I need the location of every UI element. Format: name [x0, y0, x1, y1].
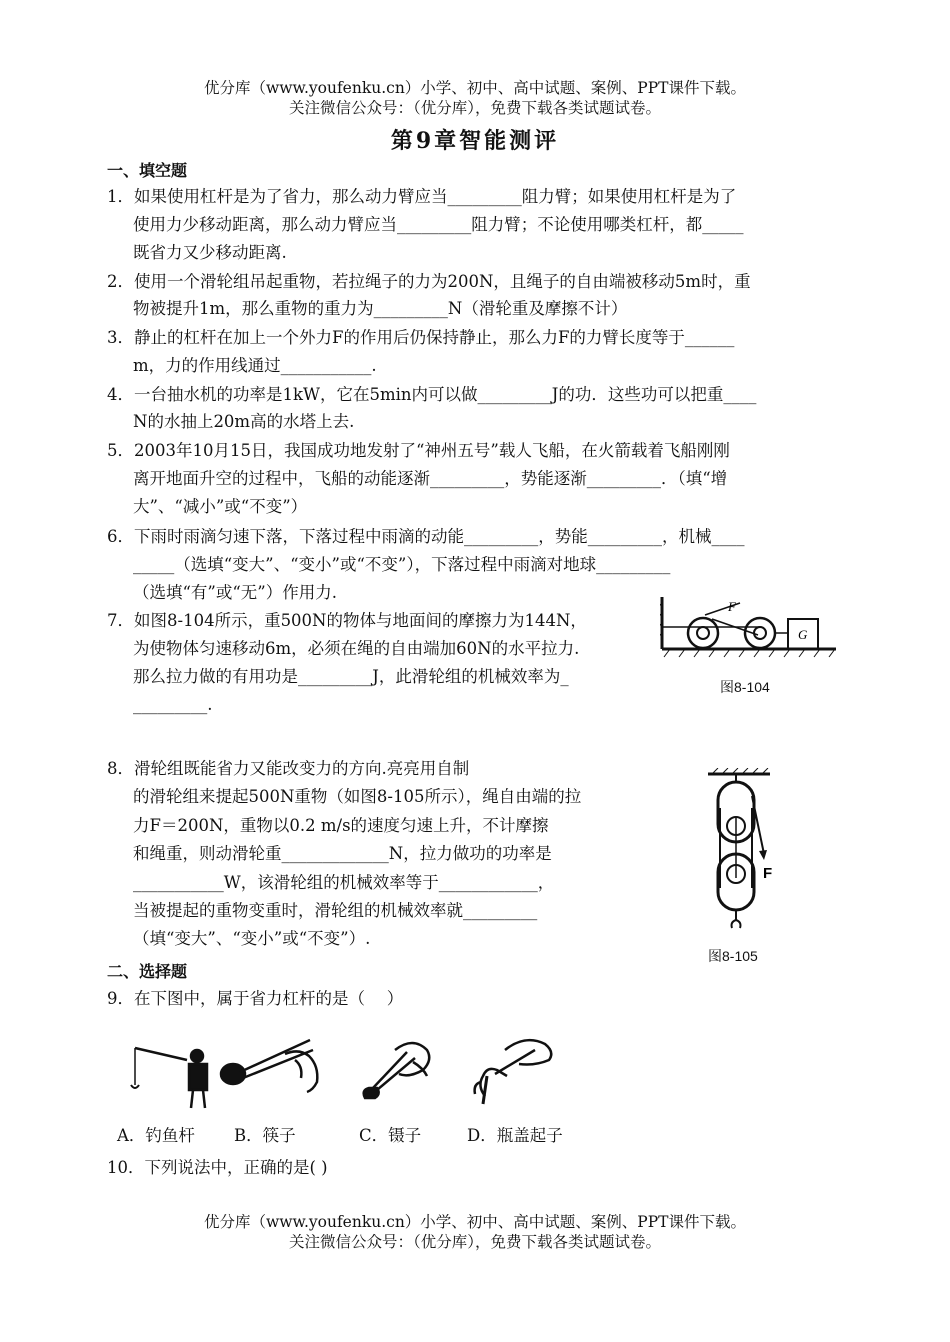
q2-line-1: 2．使用一个滑轮组吊起重物，若拉绳子的力为200N，且绳子的自由端被移动5m时，重 [107, 272, 751, 291]
q3-line-1: 3．静止的杠杆在加上一个外力F的作用后仍保持静止，那么力F的力臂长度等于______ [107, 328, 735, 347]
lever-illustrations [125, 1030, 565, 1112]
header-line-1: 优分库（www.youfenku.cn）小学、初中、高中试题、案例、PPT课件下载。 [203, 79, 747, 97]
q10-stem: 10．下列说法中，正确的是( ) [107, 1158, 328, 1177]
force-label: F [763, 865, 773, 882]
section-heading-fill-blank: 一、填空题 [107, 161, 188, 180]
q5-line-1: 5．2003年10月15日，我国成功地发射了“神州五号”载人飞船，在火箭载着飞船刚刚 [107, 441, 730, 460]
bottle-opener-illustration [475, 1040, 552, 1104]
q1-line-1: 1．如果使用杠杆是为了省力，那么动力臂应当_________阻力臂；如果使用杠杆是为了 [107, 187, 737, 206]
q6-line-2: _____（选填“变大”、“变小”或“不变”），下落过程中雨滴对地球_________ [133, 555, 671, 574]
q8-line-1: 8．滑轮组既能省力又能改变力的方向.亮亮用自制 [107, 759, 470, 778]
choice-b[interactable]: B．筷子 [234, 1126, 296, 1145]
q1-line-3: 既省力又少移动距离. [133, 243, 287, 262]
choice-d[interactable]: D．瓶盖起子 [467, 1126, 563, 1145]
choice-a[interactable]: A．钓鱼杆 [117, 1126, 195, 1145]
pulley-left [688, 618, 718, 648]
q7-line-1: 7．如图8-104所示，重500N的物体与地面间的摩擦力为144N， [107, 611, 587, 630]
section-heading-choice: 二、选择题 [107, 962, 188, 981]
q8-line-7: （填“变大”、“变小”或“不变”）. [133, 929, 371, 948]
chopsticks-illustration [221, 1040, 317, 1092]
q9-stem: 9．在下图中，属于省力杠杆的是（ ） [107, 989, 404, 1008]
q4-line-2: N的水抽上20m高的水塔上去. [133, 412, 355, 431]
page-title: 第9章智能测评 [390, 128, 560, 154]
q5-line-2: 离开地面升空的过程中，飞船的动能逐渐_________，势能逐渐_________．（填“增 [133, 469, 728, 488]
figure-8-105-caption: 图8-105 [708, 948, 758, 964]
q2-line-2: 物被提升1m，那么重物的重力为_________N（滑轮重及摩擦不计） [133, 299, 628, 318]
q4-line-1: 4．一台抽水机的功率是1kW，它在5min内可以做_________J的功．这些功可以把重____ [107, 385, 757, 404]
q7-line-4: _________. [133, 695, 213, 714]
block-label: G [798, 627, 808, 642]
pulley-left-axle [697, 627, 709, 639]
pulley-right-axle [754, 627, 766, 639]
figure-8-104 [660, 597, 840, 662]
tweezers-illustration [364, 1043, 430, 1098]
q8-line-2: 的滑轮组来提起500N重物（如图8-105所示），绳自由端的拉 [133, 787, 582, 806]
pull-arrow [759, 850, 767, 860]
force-label: F [728, 599, 736, 614]
figure-8-104-caption: 图8-104 [720, 679, 770, 695]
q7-line-2: 为使物体匀速移动6m，必须在绳的自由端加60N的水平拉力. [133, 639, 580, 658]
q8-line-4: 和绳重，则动滑轮重_____________N，拉力做功的功率是 [133, 844, 552, 863]
pulley-right [745, 618, 775, 648]
footer-line-2: 关注微信公众号：（优分库），免费下载各类试题试卷。 [288, 1233, 661, 1251]
hook [732, 920, 741, 928]
q3-line-2: m，力的作用线通过___________. [133, 356, 377, 375]
choice-c[interactable]: C．镊子 [359, 1126, 422, 1145]
footer-line-1: 优分库（www.youfenku.cn）小学、初中、高中试题、案例、PPT课件下载。 [203, 1213, 747, 1231]
q1-line-2: 使用力少移动距离，那么动力臂应当_________阻力臂；不论使用哪类杠杆，都_____ [133, 215, 744, 234]
q8-line-3: 力F＝200N，重物以0.2 m/s的速度匀速上升，不计摩擦 [133, 816, 549, 835]
figure-8-105 [700, 768, 790, 943]
q6-line-3: （选填“有”或“无”）作用力. [133, 583, 337, 602]
q5-line-3: 大”、“减小”或“不变”） [133, 497, 308, 516]
q6-line-1: 6．下雨时雨滴匀速下落，下落过程中雨滴的动能_________，势能_________，机械____ [107, 527, 745, 546]
q7-line-3: 那么拉力做的有用功是_________J，此滑轮组的机械效率为_ [133, 667, 569, 686]
fishing-rod-illustration [131, 1048, 207, 1108]
header-line-2: 关注微信公众号：（优分库），免费下载各类试题试卷。 [288, 99, 661, 117]
q8-line-6: 当被提起的重物变重时，滑轮组的机械效率就_________ [133, 901, 538, 920]
q8-line-5: ___________W，该滑轮组的机械效率等于____________， [133, 873, 555, 892]
